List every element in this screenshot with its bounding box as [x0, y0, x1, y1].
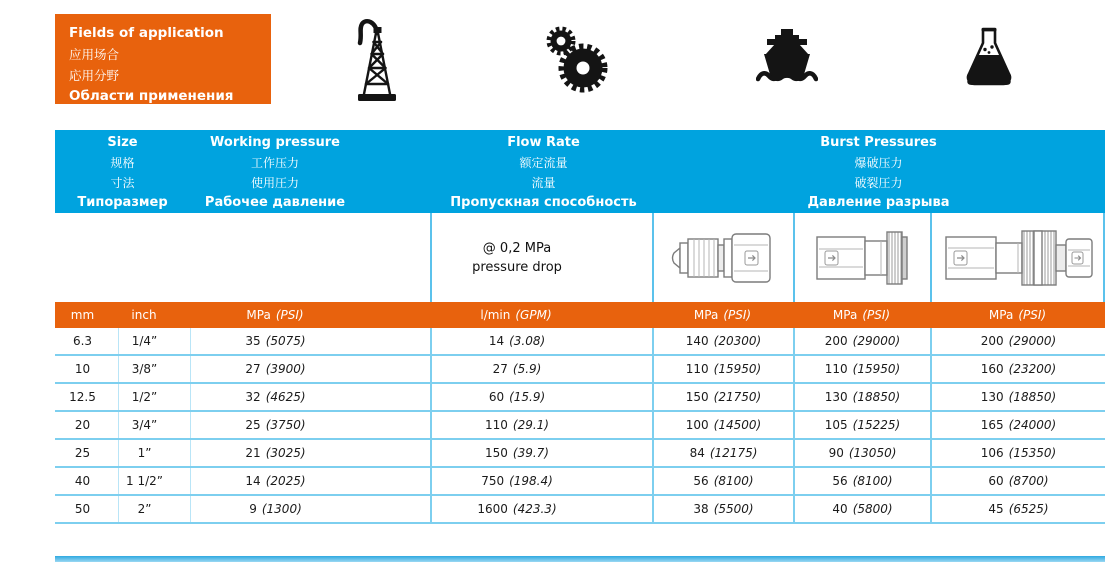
cell-mm: 25	[74, 446, 91, 460]
cell-mm: 10	[74, 362, 91, 376]
footer-accent-bar	[55, 556, 1105, 562]
table-row	[55, 466, 1105, 494]
units-row	[55, 302, 1105, 328]
table-image-row	[55, 213, 1105, 302]
cell-inch: 3/8”	[118, 356, 190, 382]
header-flow-ru: Пропускная способность	[450, 195, 637, 210]
cell-burst-1: 150 (21750)	[652, 384, 793, 410]
cell-burst-1: 84 (12175)	[652, 440, 793, 466]
cell-mm: 20	[74, 418, 91, 432]
cell-working-pressure: 27 (3900)	[190, 356, 430, 382]
cell-flow-rate: 60 (15.9)	[430, 384, 652, 410]
cell-inch: 1”	[118, 440, 190, 466]
cell-burst-3: 165 (24000)	[930, 412, 1105, 438]
cell-burst-2: 105 (15225)	[793, 412, 930, 438]
header-burst-ru: Давление разрыва	[807, 195, 950, 210]
header-wp-ru: Рабочее давление	[204, 195, 346, 210]
fields-title-en: Fields of application	[69, 25, 224, 41]
cell-flow-rate: 1600 (423.3)	[430, 496, 652, 522]
table-header	[55, 130, 1105, 213]
cell-flow-rate: 110 (29.1)	[430, 412, 652, 438]
cell-mm: 6.3	[72, 334, 93, 348]
cell-burst-2: 56 (8100)	[793, 468, 930, 494]
fields-title-zh: 应用场合	[69, 47, 120, 62]
flow-note-line2: pressure drop	[472, 259, 562, 275]
cell-working-pressure: 32 (4625)	[190, 384, 430, 410]
header-burst-pressures	[652, 133, 1105, 213]
ship-icon	[756, 26, 818, 92]
cell-burst-2: 200 (29000)	[793, 328, 930, 354]
spec-table	[55, 130, 1105, 524]
fields-of-application-box	[55, 14, 271, 104]
flow-condition-note	[430, 213, 652, 302]
header-size-ru: Типоразмер	[77, 195, 168, 210]
table-body	[55, 328, 1105, 524]
female-socket-drawing	[793, 213, 930, 302]
cell-burst-3: 200 (29000)	[930, 328, 1105, 354]
cell-burst-3: 106 (15350)	[930, 440, 1105, 466]
header-wp-en: Working pressure	[210, 135, 340, 150]
unit-burst-2: MPa (PSI)	[832, 308, 891, 322]
coupler-assembly-drawing	[930, 213, 1105, 302]
cell-mm: 50	[74, 502, 91, 516]
cell-flow-rate: 150 (39.7)	[430, 440, 652, 466]
cell-mm: 12.5	[69, 390, 96, 404]
cell-burst-3: 130 (18850)	[930, 384, 1105, 410]
cell-burst-1: 38 (5500)	[652, 496, 793, 522]
cell-inch: 2”	[118, 496, 190, 522]
cell-working-pressure: 25 (3750)	[190, 412, 430, 438]
header-flow-en: Flow Rate	[507, 135, 580, 150]
cell-inch: 3/4”	[118, 412, 190, 438]
header-flow-zh: 额定流量	[519, 156, 568, 170]
cell-working-pressure: 14 (2025)	[190, 468, 430, 494]
header-wp-ja: 使用圧力	[250, 176, 299, 190]
cell-burst-3: 60 (8700)	[930, 468, 1105, 494]
cell-burst-1: 100 (14500)	[652, 412, 793, 438]
header-wp-zh: 工作压力	[250, 156, 299, 170]
cell-mm: 40	[74, 474, 91, 488]
cell-burst-1: 110 (15950)	[652, 356, 793, 382]
unit-working-pressure: MPa (PSI)	[246, 308, 304, 322]
cell-burst-2: 40 (5800)	[793, 496, 930, 522]
fields-title-ru: Области применения	[69, 88, 234, 104]
cell-inch: 1/4”	[118, 328, 190, 354]
cell-burst-1: 140 (20300)	[652, 328, 793, 354]
cell-inch: 1/2”	[118, 384, 190, 410]
header-flow-ja: 流量	[531, 176, 556, 190]
header-working-pressure	[190, 133, 430, 213]
gears-icon	[540, 24, 610, 94]
unit-mm: mm	[70, 308, 95, 322]
cell-flow-rate: 14 (3.08)	[430, 328, 652, 354]
table-row	[55, 438, 1105, 466]
cell-flow-rate: 27 (5.9)	[430, 356, 652, 382]
header-size-ja: 寸法	[110, 176, 135, 190]
header-size-zh: 规格	[110, 156, 135, 170]
unit-flow-rate: l/min (GPM)	[480, 308, 552, 322]
cell-burst-2: 110 (15950)	[793, 356, 930, 382]
unit-burst-1: MPa (PSI)	[693, 308, 752, 322]
cell-working-pressure: 21 (3025)	[190, 440, 430, 466]
cell-burst-2: 130 (18850)	[793, 384, 930, 410]
cell-working-pressure: 35 (5075)	[190, 328, 430, 354]
male-plug-drawing	[652, 213, 793, 302]
cell-burst-3: 45 (6525)	[930, 496, 1105, 522]
cell-burst-2: 90 (13050)	[793, 440, 930, 466]
header-size-en: Size	[107, 135, 138, 150]
unit-burst-3: MPa (PSI)	[988, 308, 1047, 322]
oil-derrick-icon	[352, 16, 402, 102]
cell-flow-rate: 750 (198.4)	[430, 468, 652, 494]
table-row	[55, 328, 1105, 354]
table-row	[55, 494, 1105, 522]
cell-working-pressure: 9 (1300)	[190, 496, 430, 522]
header-burst-zh: 爆破压力	[854, 156, 903, 170]
chemistry-flask-icon	[958, 26, 1020, 94]
unit-inch: inch	[131, 308, 157, 322]
cell-burst-3: 160 (23200)	[930, 356, 1105, 382]
fields-title-ja: 応用分野	[69, 68, 120, 83]
header-burst-ja: 破裂圧力	[854, 176, 903, 190]
cell-inch: 1 1/2”	[118, 468, 190, 494]
flow-note-line1: @ 0,2 MPa	[482, 240, 552, 256]
table-row	[55, 354, 1105, 382]
table-row	[55, 382, 1105, 410]
cell-burst-1: 56 (8100)	[652, 468, 793, 494]
table-row	[55, 410, 1105, 438]
header-size	[55, 133, 190, 213]
header-burst-en: Burst Pressures	[820, 135, 937, 150]
